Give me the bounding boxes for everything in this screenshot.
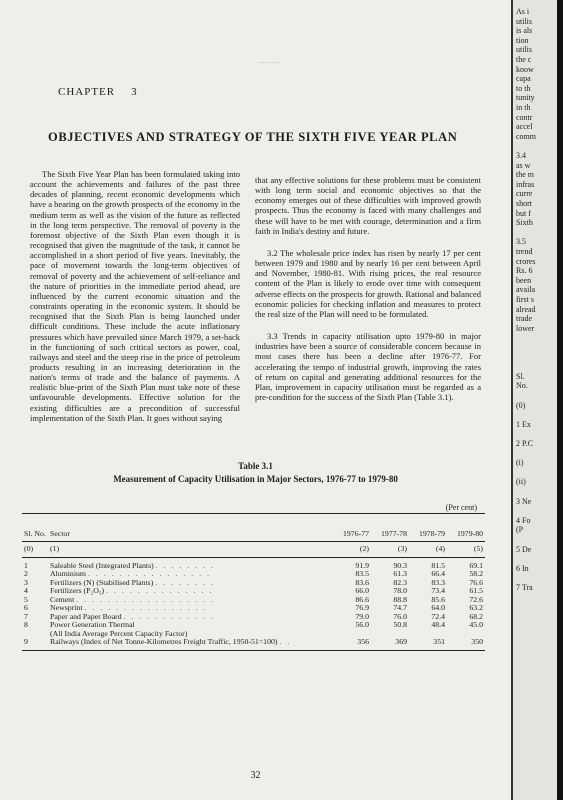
row-number: 8 — [24, 620, 28, 629]
value-cell: 72.4 — [431, 611, 445, 621]
value-cell: 83.5 — [355, 569, 369, 578]
leader-dots: ........ — [155, 560, 220, 570]
leader-dots: .................. — [76, 594, 220, 604]
adjacent-page-fragment: Sl. — [516, 371, 525, 381]
value-cell: 90.3 — [393, 560, 407, 570]
adjacent-page-fragment: as w — [516, 160, 531, 170]
value-cell: 85.6 — [431, 594, 445, 604]
header-1979-80: 1979-80 — [447, 514, 485, 542]
adjacent-page-fragment: short — [516, 199, 532, 208]
paragraph-continued: that any effective solutions for these problems must be consistent with long term social and economic objectives so that the economy emerges out of these difficulties with improved growth prospects. Thus the economy is faced with many challenges and these will have to be met with courage, determination and a firm faith in India's destiny and future. — [255, 175, 481, 236]
capacity-utilisation-table — [22, 513, 485, 651]
adjacent-page-fragment: lower — [516, 323, 535, 333]
header-sector: Sector — [48, 514, 333, 542]
adjacent-page-fragment: utilis — [516, 45, 533, 55]
value-cell: 79.0 — [355, 611, 369, 621]
paragraph-3-3: 3.3 Trends in capacity utilisation upto 1979-80 in major industries have been a source of considerable concern because in most cases there has been a decline after 1976-77. For accelerating the tempo of industrial growth, improving the rates of return on capital and generating additional resources for the Plan, improvement in capacity utilisation must be regarded as a pre-condition for the success of the Sixth Plan (Table 3.1). — [255, 331, 481, 402]
leader-dots: ............ — [123, 611, 220, 621]
chapter-label: CHAPTER — [58, 86, 116, 98]
adjacent-page-fragment: 4 Fo — [516, 515, 531, 525]
sector-label: Fertilizers (N) (Stabilised Plants) — [50, 577, 154, 587]
adjacent-page-fragment: Rs. 6 — [516, 266, 533, 276]
header-1978-79: 1978-79 — [409, 514, 447, 542]
binding-shadow — [557, 0, 563, 800]
left-column — [30, 169, 240, 423]
subheader-1: (1) — [48, 542, 333, 558]
header-sl-no: Sl. No. — [22, 514, 48, 542]
paragraph-3-2: 3.2 The wholesale price index has risen by nearly 17 per cent between 1979 and 1980 and by nearly 16 per cent between April and November, 1980-81. With rising prices, the real resource content of the Plan is likely to erode over time with consequent adverse effects on the prospects for growth. Rational and balanced economic policies for checking inflation and measures to protect the real size of the Plan will need to be formulated. — [255, 247, 481, 319]
value-cell: 91.9 — [355, 560, 369, 570]
adjacent-page-fragment: 3.4 — [516, 151, 526, 160]
value-cell: 50.8 — [393, 620, 407, 629]
value-cell: 48.4 — [431, 620, 445, 629]
table-row — [22, 638, 485, 650]
adjacent-page-fragment: As i — [516, 7, 530, 16]
adjacent-page-fragment: contr — [516, 112, 533, 122]
value-cell: 66.0 — [355, 586, 369, 595]
value-cell: 356 — [333, 638, 371, 650]
value-cell: 88.8 — [393, 594, 407, 604]
row-number: 5 — [24, 594, 28, 604]
value-cell: 64.0 — [431, 603, 445, 612]
row-number: 6 — [24, 603, 28, 612]
subheader-5: (5) — [447, 542, 485, 558]
header-1976-77: 1976-77 — [333, 514, 371, 542]
table-label: Table 3.1 — [238, 461, 273, 471]
adjacent-page-fragment: in th — [516, 103, 531, 112]
adjacent-page-edge — [511, 0, 563, 800]
subheader-2: (2) — [333, 542, 371, 558]
sector-label: Fertilizers (P₂O₅) — [50, 586, 105, 595]
value-cell: 61.5 — [469, 586, 483, 595]
adjacent-page-fragment: is als — [516, 26, 533, 36]
faded-header-text: .................. — [258, 60, 281, 65]
value-cell: 73.4 — [431, 586, 445, 595]
value-cell: 83.3 — [431, 577, 445, 587]
value-cell: 81.5 — [431, 560, 445, 570]
subheader-0: (0) — [22, 542, 48, 558]
adjacent-page-fragment: curre — [516, 189, 533, 199]
adjacent-page-fragment: utilis — [516, 16, 533, 26]
leader-dots: ........ — [155, 577, 219, 587]
header-1977-78: 1977-78 — [371, 514, 409, 542]
value-cell: 63.2 — [469, 603, 483, 612]
adjacent-page-fragment: alread — [516, 304, 536, 314]
sector-label: Newsprint — [50, 603, 83, 612]
adjacent-page-fragment: tunity — [516, 93, 535, 103]
adjacent-page-fragment: 7 Tra — [516, 583, 533, 592]
leader-dots: ................ — [87, 569, 216, 578]
value-cell: 74.7 — [393, 603, 407, 612]
adjacent-page-fragment: accel — [516, 122, 533, 132]
sector-label: Railways (Index of Net Tonne-Kilometres Freight Traffic, 1950-51=100) — [50, 637, 278, 646]
value-cell: 76.0 — [393, 611, 407, 621]
adjacent-page-fragment: (ii) — [516, 477, 526, 487]
page-number: 32 — [250, 770, 261, 781]
adjacent-page-fragment: to th — [516, 83, 531, 93]
leader-dots: ................ — [84, 603, 212, 612]
value-cell: 78.0 — [393, 586, 407, 595]
adjacent-page-fragment: first s — [516, 295, 534, 304]
value-cell: 351 — [409, 638, 447, 650]
row-number: 9 — [22, 638, 48, 650]
row-number: 2 — [24, 569, 28, 578]
value-cell: 68.2 — [469, 611, 483, 621]
adjacent-page-fragment: (i) — [516, 458, 524, 468]
adjacent-page-fragment: trend — [516, 247, 533, 256]
adjacent-page-fragment: 2 P.C — [516, 439, 533, 448]
paragraph-intro: The Sixth Five Year Plan has been formulated taking into account the achievements and failures of the past three decades of planning, recent economic developments which have a bearing on the growth prospects of the economy in the medium term as well as the vision of the future as reflected in the long term perspective. The removal of poverty is the foremost objective of the Sixth Plan even though it is recognised that given the magnitude of the task, it cannot be accomplished in a short period of five years. Inevitably, the pace of movement towards the long-term objectives of removal of poverty and the achievement of self-reliance and the nature of priorities in the immediate period ahead, are influenced by the current economic situation and the constraints operating in the economic system. It should be recognised that the Sixth Plan is being launched under difficult conditions. These include the acute inflationary pressures which have prevailed since March 1979, a set-back in the functioning of such critical sectors as power, coal, railways and steel and the steep rise in the price of petroleum products resulting in an increasing deterioration in the nation's terms of trade and the balance of payments. A realistic blue-print of the Sixth Plan must take note of these unfavourable developments. Effective solution for the existing difficulties are a precondition of successful implementation of the Sixth Plan. It goes without saying — [30, 169, 240, 423]
value-cell: 72.6 — [469, 594, 483, 604]
adjacent-page-fragment: 3.5 — [516, 237, 526, 247]
adjacent-page-fragment: crores — [516, 256, 536, 266]
value-cell: 76.9 — [355, 603, 369, 612]
sector-label: Power Generation Thermal — [50, 620, 135, 629]
subheader-4: (4) — [409, 542, 447, 558]
adjacent-page-fragment: the c — [516, 55, 532, 64]
adjacent-page-fragment: (0) — [516, 400, 526, 410]
leader-dots: .............. — [106, 586, 218, 595]
subheader-3: (3) — [371, 542, 409, 558]
value-cell: 45.0 — [469, 620, 483, 629]
sector-name — [48, 638, 333, 650]
sector-label: Aluminium — [50, 569, 86, 578]
adjacent-page-fragment: capa — [516, 74, 531, 84]
chapter-number: 3 — [131, 86, 138, 98]
value-cell: 56.0 — [355, 620, 369, 629]
sector-note: (All India Average Percent Capacity Factor) — [50, 628, 188, 638]
value-cell: 86.6 — [355, 594, 369, 604]
row-number: 3 — [24, 577, 28, 587]
adjacent-page-fragment: but f — [516, 208, 531, 218]
sector-label: Paper and Paper Board — [50, 611, 122, 621]
row-number: 4 — [24, 586, 28, 595]
value-cell: 76.6 — [469, 577, 483, 587]
value-cell: 61.3 — [393, 569, 407, 578]
adjacent-page-fragment: 5 De — [516, 544, 532, 554]
adjacent-page-fragment: No. — [516, 381, 528, 391]
adjacent-page-fragment: 1 Ex — [516, 419, 531, 429]
adjacent-page-fragment: availa — [516, 285, 536, 295]
adjacent-page-fragment: infras — [516, 179, 535, 189]
value-cell: 69.1 — [469, 560, 483, 570]
right-column — [255, 175, 481, 402]
adjacent-page-fragment: tion — [516, 35, 529, 45]
adjacent-page-fragment: been — [516, 275, 532, 285]
value-cell: 369 — [371, 638, 409, 650]
sector-label: Saleable Steel (Integrated Plants) — [50, 560, 154, 570]
page-title: OBJECTIVES AND STRATEGY OF THE SIXTH FIVE YEAR PLAN — [48, 130, 458, 144]
value-cell: 58.2 — [469, 569, 483, 578]
adjacent-page-fragment: trade — [516, 314, 532, 324]
leader-dots: .. — [279, 637, 296, 646]
row-number: 1 — [24, 560, 28, 570]
table-caption: Measurement of Capacity Utilisation in Major Sectors, 1976-77 to 1979-80 — [113, 474, 398, 484]
adjacent-page-fragment: know — [516, 64, 534, 74]
adjacent-page-fragment: (P — [516, 525, 524, 535]
adjacent-page-fragment: Sixth — [516, 218, 533, 228]
adjacent-page-fragment: 6 In — [516, 563, 529, 573]
adjacent-page-fragment: the m — [516, 170, 534, 180]
table-units: (Per cent) — [445, 503, 477, 512]
value-cell: 66.4 — [431, 569, 445, 578]
value-cell: 82.3 — [393, 577, 407, 587]
row-number: 7 — [24, 611, 28, 621]
adjacent-page-fragment: comm — [516, 131, 536, 141]
value-cell: 350 — [447, 638, 485, 650]
value-cell: 83.6 — [355, 577, 369, 587]
sector-label: Cement — [50, 594, 75, 604]
adjacent-page-fragment: 3 Ne — [516, 496, 532, 506]
chapter-heading — [58, 86, 138, 98]
